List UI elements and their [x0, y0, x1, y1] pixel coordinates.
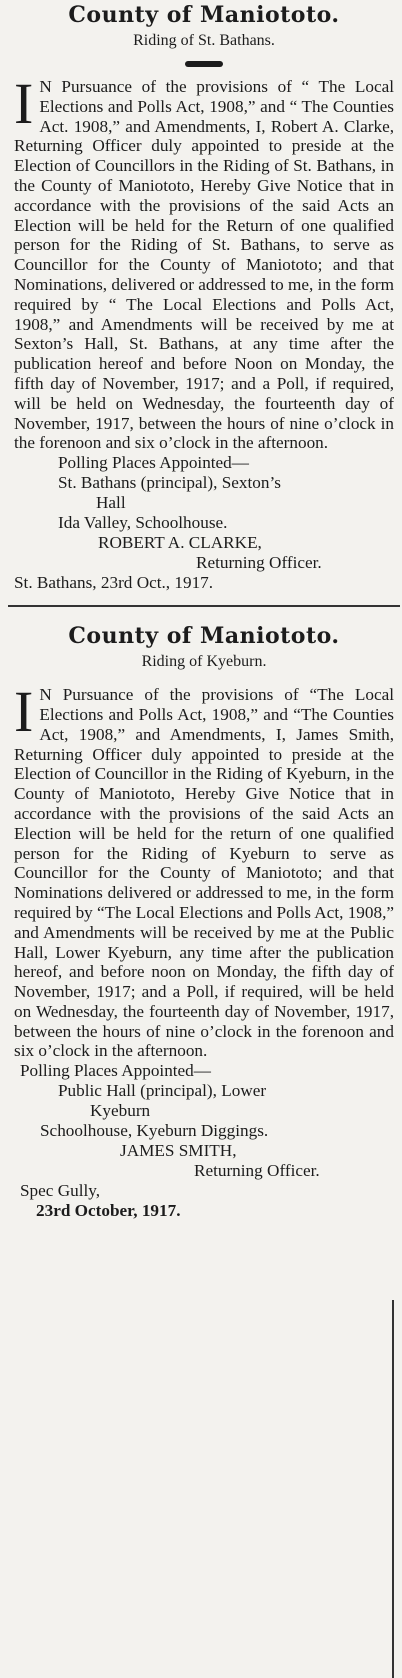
notice-title: County of Maniototo.: [68, 2, 340, 28]
notice-divider: [8, 605, 400, 607]
polling-place-principal-cont: Kyeburn: [90, 1101, 151, 1121]
polling-place-second: Ida Valley, Schoolhouse.: [58, 513, 228, 533]
ornament-dash: [14, 52, 394, 71]
dateline: St. Bathans, 23rd Oct., 1917.: [14, 573, 214, 593]
riding-subtitle: Riding of St. Bathans.: [133, 32, 275, 49]
notice-kyeburn: [14, 621, 394, 1221]
polling-heading: Polling Places Appointed—: [20, 1061, 211, 1081]
drop-cap: I: [14, 71, 34, 136]
notice-body: [14, 71, 394, 453]
riding-subtitle: Riding of Kyeburn.: [141, 653, 267, 671]
signature: ROBERT A. CLARKE,: [98, 533, 262, 553]
polling-place-principal: St. Bathans (principal), Sexton’s: [58, 473, 281, 493]
officer-title: Returning Officer.: [196, 553, 322, 573]
column-rule: [392, 1300, 394, 1678]
notices-column: [14, 0, 394, 1221]
notice-body-text: N Pursuance of the provisions of “ The Local Elections and Polls Act, 1908,” and “ The Counties Act. 1908,” and Amendments, I, Robert A. Clarke, Returning Officer duly appointed to preside at the Election of Councillors in the Riding of St. Bathans, in the County of Maniototo, Hereby Give Notice that in accordance with the provisions of the said Acts an Election will be held for the Return of one qualified person for the Riding of St. Bathans, to serve as Councillor for the County of Maniototo; and that Nominations, delivered or addressed to me, in the form required by “ The Local Elections and Polls Act, 1908,” and Amendments will be received by me at Sexton’s Hall, St. Bathans, at any time after the publication hereof and before Noon on Monday, the fifth day of November, 1917; and a Poll, if required, will be held on Wednesday, the fourteenth day of November, 1917, between the hours of nine o’clock in the forenoon and six o’clock in the afternoon.: [14, 77, 394, 453]
notice-st-bathans: [14, 0, 394, 593]
dateline: Spec Gully,: [20, 1181, 101, 1201]
notice-date: 23rd October, 1917.: [36, 1201, 181, 1221]
polling-place-principal-cont: Hall: [96, 493, 126, 513]
notice-title: County of Maniototo.: [68, 623, 340, 650]
officer-title: Returning Officer.: [194, 1161, 320, 1181]
drop-cap: I: [14, 679, 34, 745]
signature: JAMES SMITH,: [120, 1141, 237, 1161]
notice-body-text: N Pursuance of the provisions of “The Local Elections and Polls Act, 1908,” and “The Counties Act, 1908,” and Amendments, I, James Smith, Returning Officer duly appointed to preside at the Election of Councillor in the Riding of Kyeburn, in the County of Maniototo, Hereby Give Notice that in accordance with the provisions of the said Acts an Election will be held for the return of one qualified person for the Riding of Kyeburn to serve as Councillor for the County of Maniototo; and that Nominations delivered or addressed to me, in the form required by “The Local Elections and Polls Act, 1908,” and Amendments will be received by me at the Public Hall, Lower Kyeburn, any time after the publication hereof, and before noon on Monday, the fifth day of November, 1917; and a Poll, if required, will be held on Wednesday, the fourteenth day of November, 1917, between the hours of nine o’clock in the forenoon and six o’clock in the afternoon.: [14, 685, 394, 1061]
polling-place-second: Schoolhouse, Kyeburn Diggings.: [40, 1121, 269, 1141]
polling-place-principal: Public Hall (principal), Lower: [58, 1081, 267, 1101]
polling-heading: Polling Places Appointed—: [58, 453, 249, 473]
notice-body: [14, 679, 394, 1061]
